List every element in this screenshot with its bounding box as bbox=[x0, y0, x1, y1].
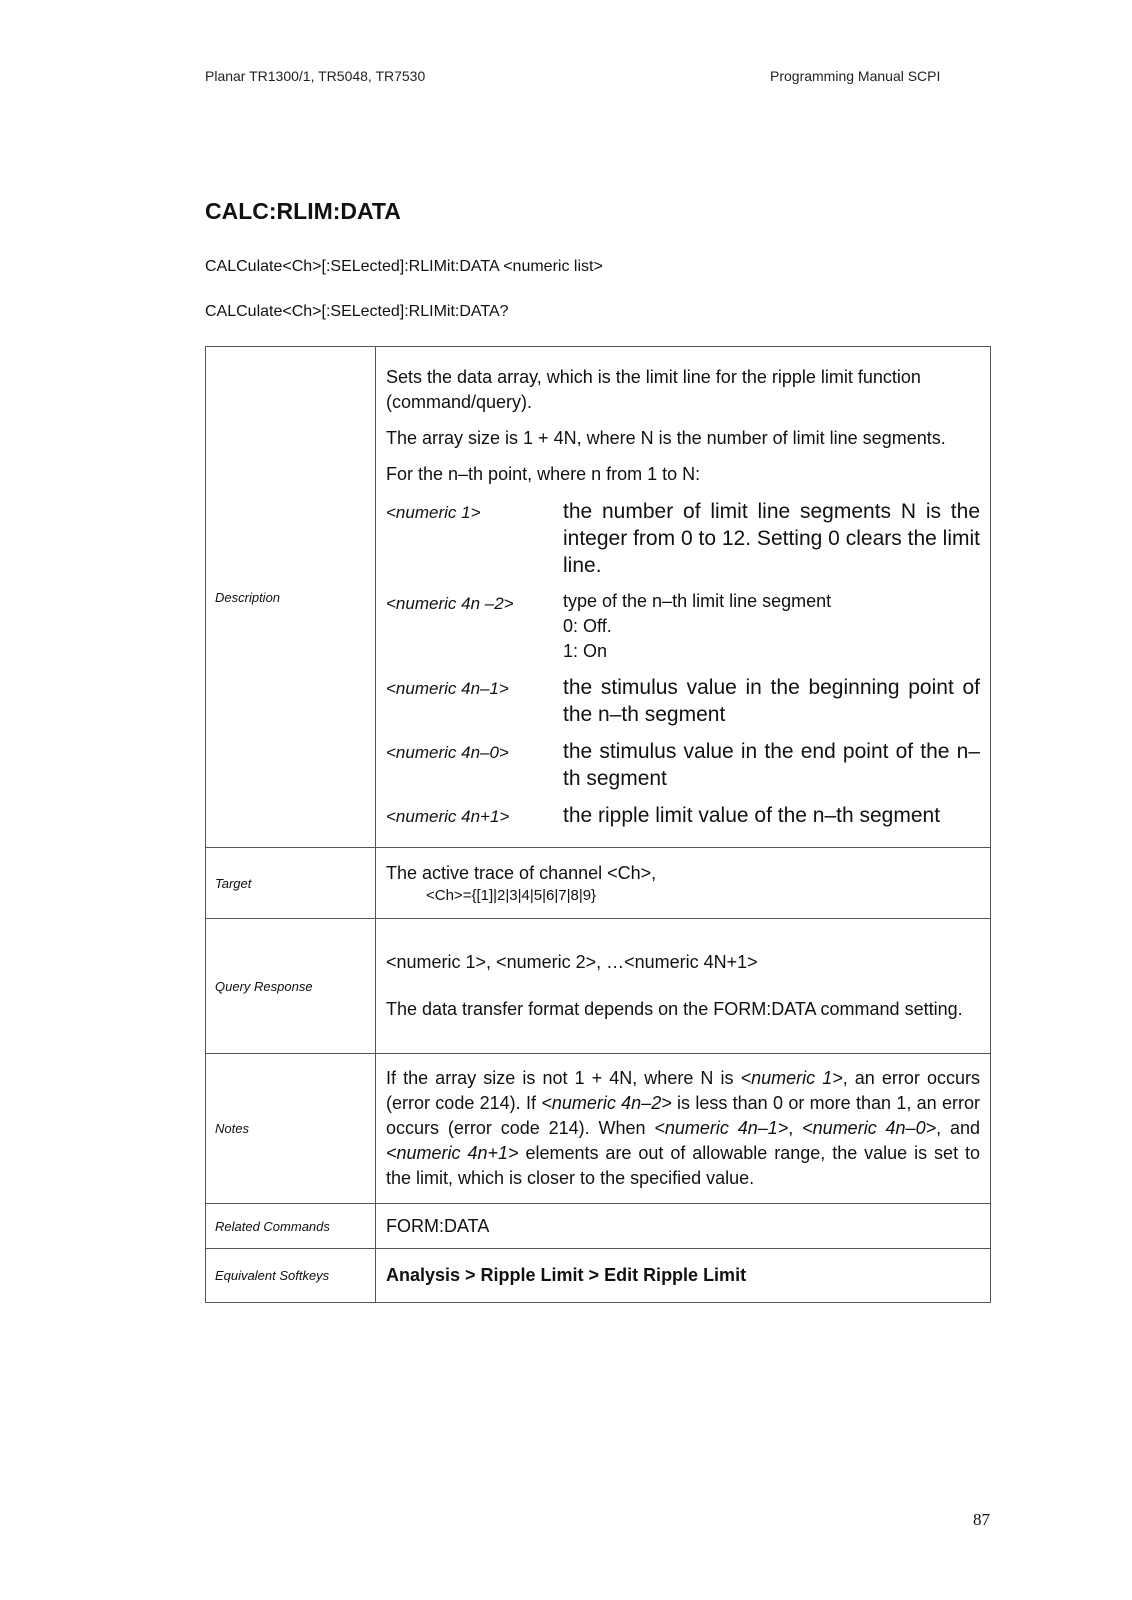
param-desc bbox=[563, 589, 980, 664]
param-desc: the number of limit line segments N is the integer from 0 to 12. Setting 0 clears the limit line. bbox=[563, 500, 980, 577]
param-name: <numeric 1> bbox=[386, 503, 481, 522]
notes-param: <numeric 4n–1> bbox=[654, 1118, 789, 1138]
page-number: 87 bbox=[973, 1510, 990, 1529]
notes-param: <numeric 4n–2> bbox=[541, 1093, 672, 1113]
notes-text: , and bbox=[936, 1118, 980, 1138]
param-name: <numeric 4n –2> bbox=[386, 594, 514, 613]
related-commands-label: Related Commands bbox=[206, 1204, 376, 1249]
param-desc: the ripple limit value of the n–th segment bbox=[563, 804, 941, 827]
param-name: <numeric 4n+1> bbox=[386, 807, 510, 826]
notes-param: <numeric 4n+1> bbox=[386, 1143, 519, 1163]
description-para-3: For the n–th point, where n from 1 to N: bbox=[386, 464, 701, 484]
description-label: Description bbox=[206, 347, 376, 848]
param-name: <numeric 4n–1> bbox=[386, 679, 509, 698]
notes-text: is less than 0 or more than 1, an error occurs (error code 214). When bbox=[386, 1093, 980, 1138]
notes-text: , bbox=[788, 1118, 803, 1138]
page-title: CALC:RLIM:DATA bbox=[205, 198, 401, 224]
notes-content bbox=[376, 1054, 991, 1204]
target-label: Target bbox=[206, 848, 376, 919]
header-right: Programming Manual SCPI bbox=[770, 68, 941, 84]
query-response-label: Query Response bbox=[206, 919, 376, 1054]
param-desc-on: 1: On bbox=[563, 641, 608, 661]
notes-param: <numeric 4n–0> bbox=[802, 1118, 937, 1138]
description-para-1: Sets the data array, which is the limit line for the ripple limit function (command/query). bbox=[386, 367, 921, 412]
description-content bbox=[376, 347, 991, 848]
description-para-2: The array size is 1 + 4N, where N is the number of limit line segments. bbox=[386, 428, 946, 448]
param-name: <numeric 4n–0> bbox=[386, 743, 509, 762]
related-commands-value: FORM:DATA bbox=[376, 1204, 991, 1249]
query-response-note: The data transfer format depends on the FORM:DATA command setting. bbox=[386, 999, 963, 1019]
param-desc-main: type of the n–th limit line segment bbox=[563, 591, 832, 611]
target-row bbox=[206, 848, 991, 919]
query-response-format: <numeric 1>, <numeric 2>, …<numeric 4N+1> bbox=[386, 952, 758, 972]
param-desc: the stimulus value in the beginning point of the n–th segment bbox=[563, 676, 980, 726]
spec-table bbox=[205, 346, 991, 1303]
query-response-row bbox=[206, 919, 991, 1054]
header-left: Planar TR1300/1, TR5048, TR7530 bbox=[205, 68, 426, 84]
notes-row bbox=[206, 1054, 991, 1204]
notes-text: , an error occurs (error code 214). If bbox=[386, 1068, 980, 1113]
target-line-2: <Ch>={[1]|2|3|4|5|6|7|8|9} bbox=[426, 886, 597, 904]
softkeys-row bbox=[206, 1249, 991, 1303]
param-desc: the stimulus value in the end point of the n–th segment bbox=[563, 740, 980, 790]
related-commands-row bbox=[206, 1204, 991, 1249]
parameter-list bbox=[386, 498, 980, 829]
notes-label: Notes bbox=[206, 1054, 376, 1204]
param-desc-off: 0: Off. bbox=[563, 616, 612, 636]
softkeys-label: Equivalent Softkeys bbox=[206, 1249, 376, 1303]
notes-text: If the array size is not 1 + 4N, where N is bbox=[386, 1068, 741, 1088]
notes-param: <numeric 1> bbox=[740, 1068, 843, 1088]
softkeys-value: Analysis > Ripple Limit > Edit Ripple Limit bbox=[376, 1249, 991, 1303]
query-response-content bbox=[376, 919, 991, 1054]
notes-text: elements are out of allowable range, the value is set to the limit, which is closer to the specified value. bbox=[386, 1143, 981, 1188]
command-syntax: CALCulate<Ch>[:SELected]:RLIMit:DATA <numeric list> bbox=[205, 258, 603, 275]
description-row bbox=[206, 347, 991, 848]
query-syntax: CALCulate<Ch>[:SELected]:RLIMit:DATA? bbox=[205, 303, 509, 320]
target-content bbox=[376, 848, 991, 919]
target-line-1: The active trace of channel <Ch>, bbox=[386, 862, 657, 883]
